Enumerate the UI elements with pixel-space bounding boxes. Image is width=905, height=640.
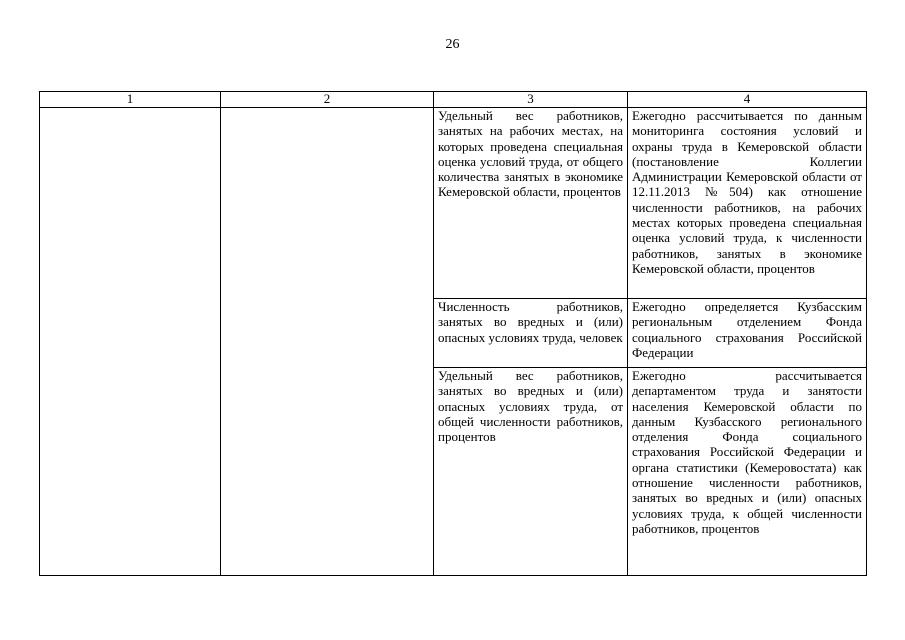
method-cell: Ежегодно рассчитывается по данным мониторинга состояния условий и охраны труда в Кемеровской области (постановление Коллегии Администрации Кемеровской области от 12.11.2013 №504) как отношение численности работников, на рабочих местах которых проведена специальная оценка условий труда, к численности работников, занятых в экономике Кемеровской области, процентов bbox=[628, 108, 867, 299]
column-header-1: 1 bbox=[40, 92, 221, 108]
indicator-cell: Численность работников, занятых во вредных и (или) опасных условиях труда, человек bbox=[434, 299, 628, 368]
indicator-cell: Удельный вес работников, занятых на рабочих местах, на которых проведена специальная оценка условий труда, от общего количества занятых в экономике Кемеровской области, процентов bbox=[434, 108, 628, 299]
indicators-table bbox=[39, 91, 867, 576]
column-header-3: 3 bbox=[434, 92, 628, 108]
method-cell: Ежегодно определяется Кузбасским региональным отделением Фонда социального страхования Российской Федерации bbox=[628, 299, 867, 368]
column-header-2: 2 bbox=[221, 92, 434, 108]
method-cell: Ежегодно рассчитывается департаментом труда и занятости населения Кемеровской области по данным Кузбасского регионального отделения Фонда социального страхования Российской Федерации и органа статистики (Кемеровостата) как отношение численности работников, занятых во вредных и (или) опасных условиях труда, к общей численности работников, процентов bbox=[628, 368, 867, 576]
column-header-4: 4 bbox=[628, 92, 867, 108]
table-header-row bbox=[40, 92, 867, 108]
page-number: 26 bbox=[445, 37, 460, 52]
empty-cell-col-1 bbox=[40, 108, 221, 576]
indicator-cell: Удельный вес работников, занятых во вредных и (или) опасных условиях труда, от общей численности работников, процентов bbox=[434, 368, 628, 576]
empty-cell-col-2 bbox=[221, 108, 434, 576]
table-row bbox=[40, 108, 867, 299]
